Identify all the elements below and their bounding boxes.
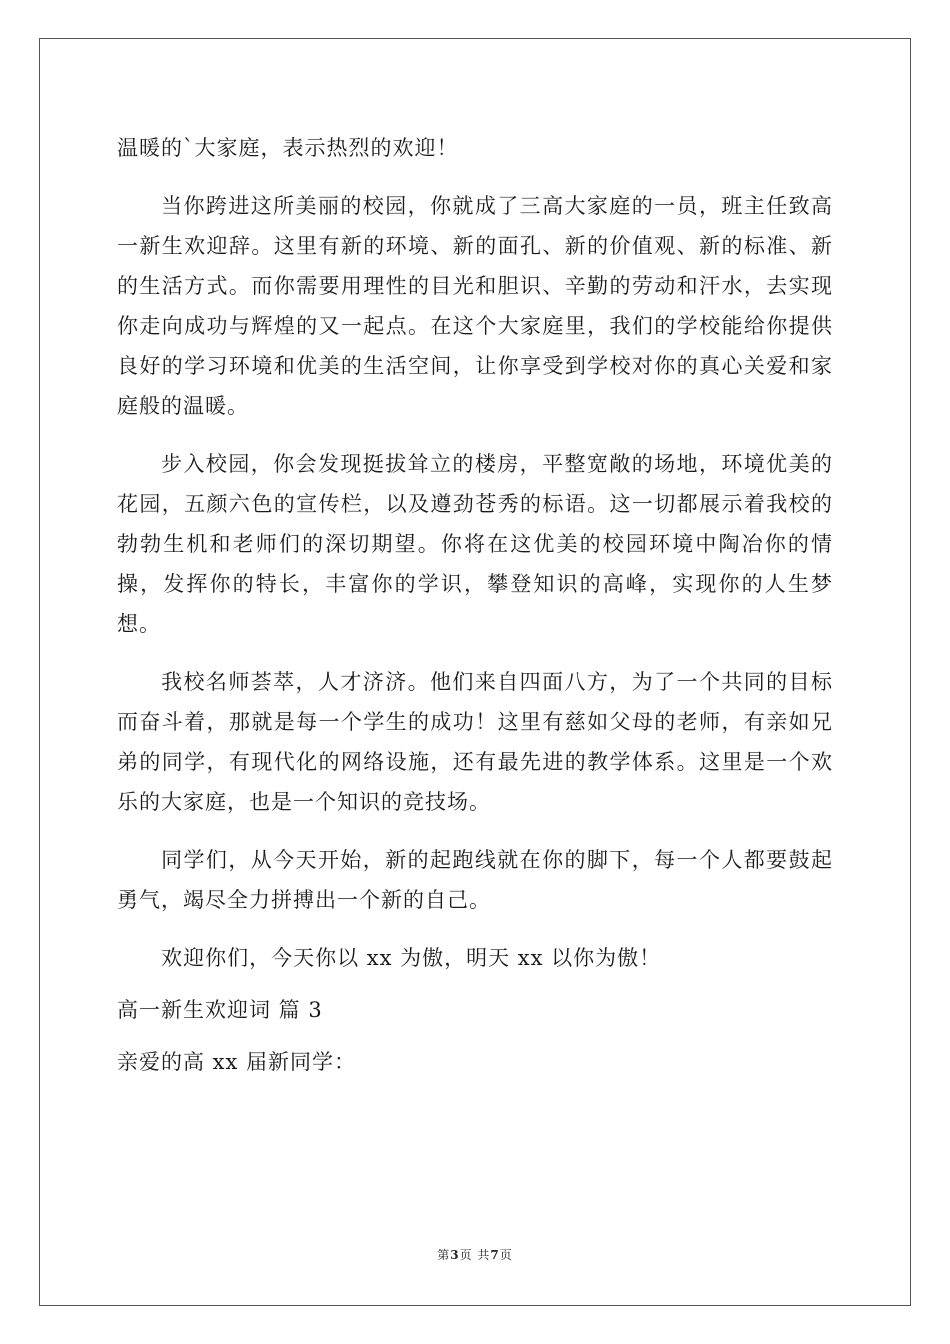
paragraph-continuation: 温暖的`大家庭，表示热烈的欢迎！ — [117, 136, 459, 160]
paragraph: 步入校园，你会发现挺拔耸立的楼房，平整宽敞的场地，环境优美的花园，五颜六色的宣传栏，以及遵劲苍秀的标语。这一切都展示着我校的勃勃生机和老师们的深切期望。你将在这优美的校园环境中陶冶你的情操，发挥你的特长，丰富你的学识，攀登知识的高峰，实现你的人生梦想。 — [117, 452, 833, 636]
paragraph: 当你跨进这所美丽的校园，你就成了三高大家庭的一员，班主任致高一新生欢迎辞。这里有新的环境、新的面孔、新的价值观、新的标准、新的生活方式。而你需要用理性的目光和胆识、辛勤的劳动和汗水，去实现你走向成功与辉煌的又一起点。在这个大家庭里，我们的学校能给你提供良好的学习环境和优美的生活空间，让你享受到学校对你的真心关爱和家庭般的温暖。 — [117, 194, 833, 418]
paragraph: 我校名师荟萃，人才济济。他们来自四面八方，为了一个共同的目标而奋斗着，那就是每一个学生的成功！这里有慈如父母的老师，有亲如兄弟的同学，有现代化的网络设施，还有最先进的教学体系。这里是一个欢乐的大家庭，也是一个知识的竞技场。 — [117, 670, 833, 814]
section-heading: 高一新生欢迎词 篇 3 — [117, 998, 323, 1022]
page-prefix: 第 — [437, 1248, 451, 1262]
salutation: 亲爱的高 xx 届新同学： — [117, 1050, 357, 1074]
closing-line: 欢迎你们，今天你以 xx 为傲，明天 xx 以你为傲！ — [161, 946, 662, 970]
current-page-number: 3 — [450, 1248, 460, 1262]
page-footer — [0, 1246, 950, 1263]
document-body — [117, 128, 833, 1082]
paragraph: 同学们，从今天开始，新的起跑线就在你的脚下，每一个人都要鼓起勇气，竭尽全力拼搏出一个新的自己。 — [117, 848, 833, 912]
page-mid: 页 共 — [459, 1248, 491, 1262]
page-suffix: 页 — [499, 1248, 513, 1262]
total-page-number: 7 — [490, 1248, 500, 1262]
